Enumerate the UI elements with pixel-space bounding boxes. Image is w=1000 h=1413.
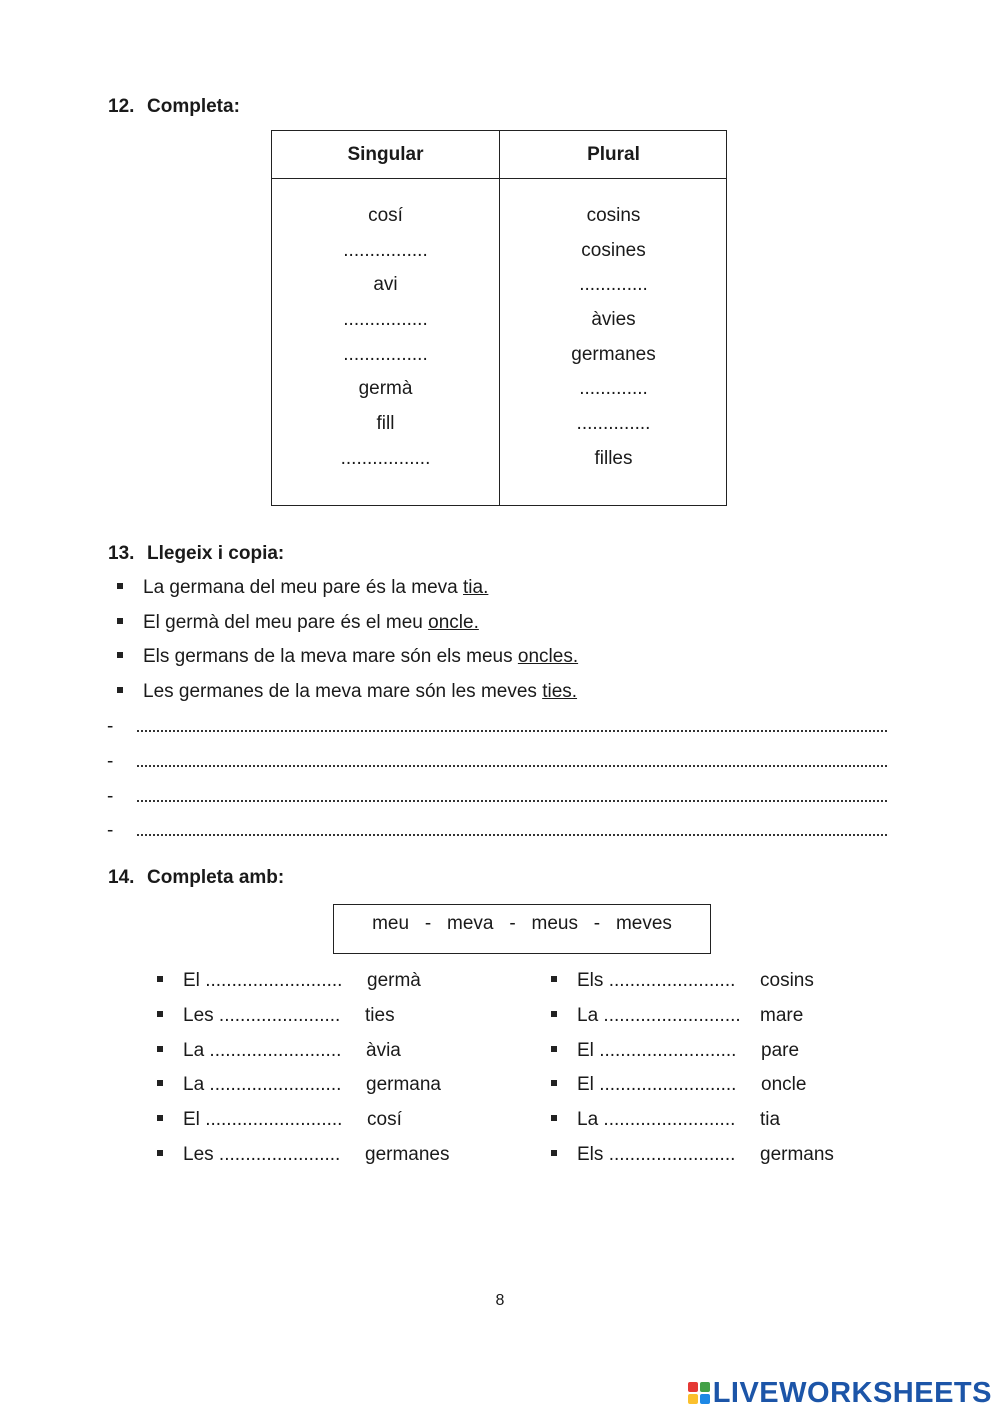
- item-blank[interactable]: ..........................: [205, 970, 343, 991]
- item-article: Les: [183, 1005, 214, 1026]
- sentence-row: [117, 681, 577, 703]
- bullet-square-icon: [157, 976, 163, 982]
- item-article: El: [577, 1074, 594, 1095]
- bullet-square-icon: [157, 1011, 163, 1017]
- plural-cell[interactable]: .............: [579, 274, 648, 296]
- bullet-square-icon: [551, 1011, 557, 1017]
- sentence-text: Les germanes de la meva mare són les meves: [143, 681, 543, 702]
- plural-column: [500, 199, 727, 477]
- copy-line: [107, 786, 887, 808]
- item-blank[interactable]: ........................: [608, 1144, 736, 1165]
- item-blank[interactable]: ..........................: [599, 1040, 737, 1061]
- item-noun: tia: [760, 1109, 781, 1130]
- copy-line: [107, 716, 887, 738]
- singular-cell[interactable]: ................: [343, 239, 428, 261]
- ex14-number: 14.: [108, 867, 135, 888]
- sentence-text: La germana del meu pare és la meva: [143, 577, 464, 598]
- fill-item: [157, 1074, 341, 1096]
- fill-item: [157, 1109, 342, 1131]
- item-article: La: [183, 1074, 205, 1095]
- liveworksheets-logo[interactable]: [688, 1375, 992, 1411]
- item-article: La: [577, 1109, 599, 1130]
- fill-item: [551, 1005, 741, 1027]
- bullet-square-icon: [157, 1080, 163, 1086]
- fill-item: [551, 1109, 735, 1131]
- ex14-heading: [108, 867, 284, 889]
- singular-cell[interactable]: ................: [343, 309, 428, 331]
- item-article: El: [183, 1109, 200, 1130]
- sentence-underlined-word: ties.: [542, 681, 578, 702]
- line-dash: -: [107, 786, 114, 807]
- item-noun: ties: [365, 1005, 395, 1026]
- plural-cell: cosins: [586, 205, 641, 226]
- item-noun: germà: [367, 970, 421, 991]
- plural-cell: cosines: [581, 239, 646, 261]
- word-bank-options: meu - meva - meus - meves: [372, 913, 672, 934]
- copy-answer-field[interactable]: [137, 751, 887, 767]
- fill-item: [551, 1074, 736, 1096]
- ex12-heading: [108, 96, 240, 118]
- sentence-text: Els germans de la meva mare són els meus: [143, 646, 518, 667]
- bullet-square-icon: [117, 687, 123, 693]
- table-divider-horizontal: [272, 178, 726, 179]
- ex14-title: Completa amb:: [147, 867, 285, 888]
- sentence-underlined-word: tia.: [463, 577, 489, 598]
- item-article: La: [183, 1040, 205, 1061]
- item-noun: germans: [760, 1144, 834, 1165]
- bullet-square-icon: [117, 583, 123, 589]
- bullet-square-icon: [117, 652, 123, 658]
- line-dash: -: [107, 716, 114, 737]
- plural-cell[interactable]: ..............: [576, 413, 651, 435]
- item-blank[interactable]: .......................: [218, 1144, 341, 1165]
- item-noun: germanes: [365, 1144, 450, 1165]
- ex12-number: 12.: [108, 96, 135, 117]
- bullet-square-icon: [551, 1080, 557, 1086]
- copy-answer-field[interactable]: [137, 820, 887, 836]
- item-blank[interactable]: ........................: [608, 970, 736, 991]
- logo-cube: [688, 1382, 698, 1392]
- plural-cell: germanes: [571, 343, 656, 365]
- sentence-underlined-word: oncle.: [428, 612, 479, 633]
- item-noun: mare: [760, 1005, 804, 1026]
- sentence-row: [117, 646, 578, 668]
- item-article: El: [183, 970, 200, 991]
- bullet-square-icon: [551, 976, 557, 982]
- bullet-square-icon: [157, 1150, 163, 1156]
- ex13-heading: [108, 543, 284, 565]
- word-bank: [333, 904, 711, 954]
- sentence-row: [117, 612, 479, 634]
- singular-cell: fill: [376, 413, 395, 435]
- line-dash: -: [107, 751, 114, 772]
- singular-cell: cosí: [368, 205, 403, 226]
- copy-line: [107, 751, 887, 773]
- line-dash: -: [107, 820, 114, 841]
- sentence-text: El germà del meu pare és el meu: [143, 612, 429, 633]
- item-blank[interactable]: ..........................: [205, 1109, 343, 1130]
- ex12-table: [271, 130, 727, 506]
- logo-cubes-icon: [688, 1382, 710, 1404]
- sentence-underlined-word: oncles.: [517, 646, 579, 667]
- bullet-square-icon: [551, 1046, 557, 1052]
- fill-item: [157, 1144, 340, 1166]
- header-plural: Plural: [587, 144, 640, 165]
- item-blank[interactable]: .........................: [209, 1074, 342, 1095]
- fill-item: [157, 970, 342, 992]
- item-noun: pare: [761, 1040, 800, 1061]
- item-article: La: [577, 1005, 599, 1026]
- page-number: 8: [495, 1292, 505, 1309]
- bullet-square-icon: [157, 1115, 163, 1121]
- copy-line: [107, 820, 887, 842]
- item-blank[interactable]: .........................: [209, 1040, 342, 1061]
- copy-answer-field[interactable]: [137, 716, 887, 732]
- fill-item: [157, 1040, 341, 1062]
- item-blank[interactable]: ..........................: [603, 1005, 741, 1026]
- ex12-title: Completa:: [147, 96, 240, 117]
- item-noun: oncle: [761, 1074, 807, 1095]
- item-blank[interactable]: ..........................: [599, 1074, 737, 1095]
- item-noun: àvia: [366, 1040, 401, 1061]
- singular-cell: avi: [373, 274, 398, 296]
- item-noun: germana: [366, 1074, 441, 1095]
- item-noun: cosins: [760, 970, 814, 991]
- singular-column: [272, 199, 499, 477]
- item-blank[interactable]: .........................: [603, 1109, 736, 1130]
- singular-cell: germà: [358, 378, 413, 400]
- logo-cube: [700, 1382, 710, 1392]
- bullet-square-icon: [551, 1150, 557, 1156]
- plural-cell: àvies: [591, 309, 636, 331]
- item-article: Els: [577, 1144, 604, 1165]
- singular-cell[interactable]: ................: [343, 343, 428, 365]
- ex13-title: Llegeix i copia:: [147, 543, 285, 564]
- plural-cell: filles: [594, 447, 633, 469]
- bullet-square-icon: [157, 1046, 163, 1052]
- item-article: Els: [577, 970, 604, 991]
- sentence-row: [117, 577, 488, 599]
- fill-item: [551, 1040, 736, 1062]
- logo-text: LIVEWORKSHEETS: [712, 1376, 992, 1409]
- item-article: Les: [183, 1144, 214, 1165]
- bullet-square-icon: [551, 1115, 557, 1121]
- fill-item: [551, 970, 735, 992]
- item-article: El: [577, 1040, 594, 1061]
- ex13-number: 13.: [108, 543, 135, 564]
- fill-item: [157, 1005, 340, 1027]
- singular-cell[interactable]: .................: [340, 447, 431, 469]
- fill-item: [551, 1144, 735, 1166]
- logo-cube: [688, 1394, 698, 1404]
- plural-cell[interactable]: .............: [579, 378, 648, 400]
- item-noun: cosí: [367, 1109, 402, 1130]
- header-singular: Singular: [347, 144, 424, 165]
- copy-answer-field[interactable]: [137, 786, 887, 802]
- bullet-square-icon: [117, 618, 123, 624]
- logo-cube: [700, 1394, 710, 1404]
- item-blank[interactable]: .......................: [218, 1005, 341, 1026]
